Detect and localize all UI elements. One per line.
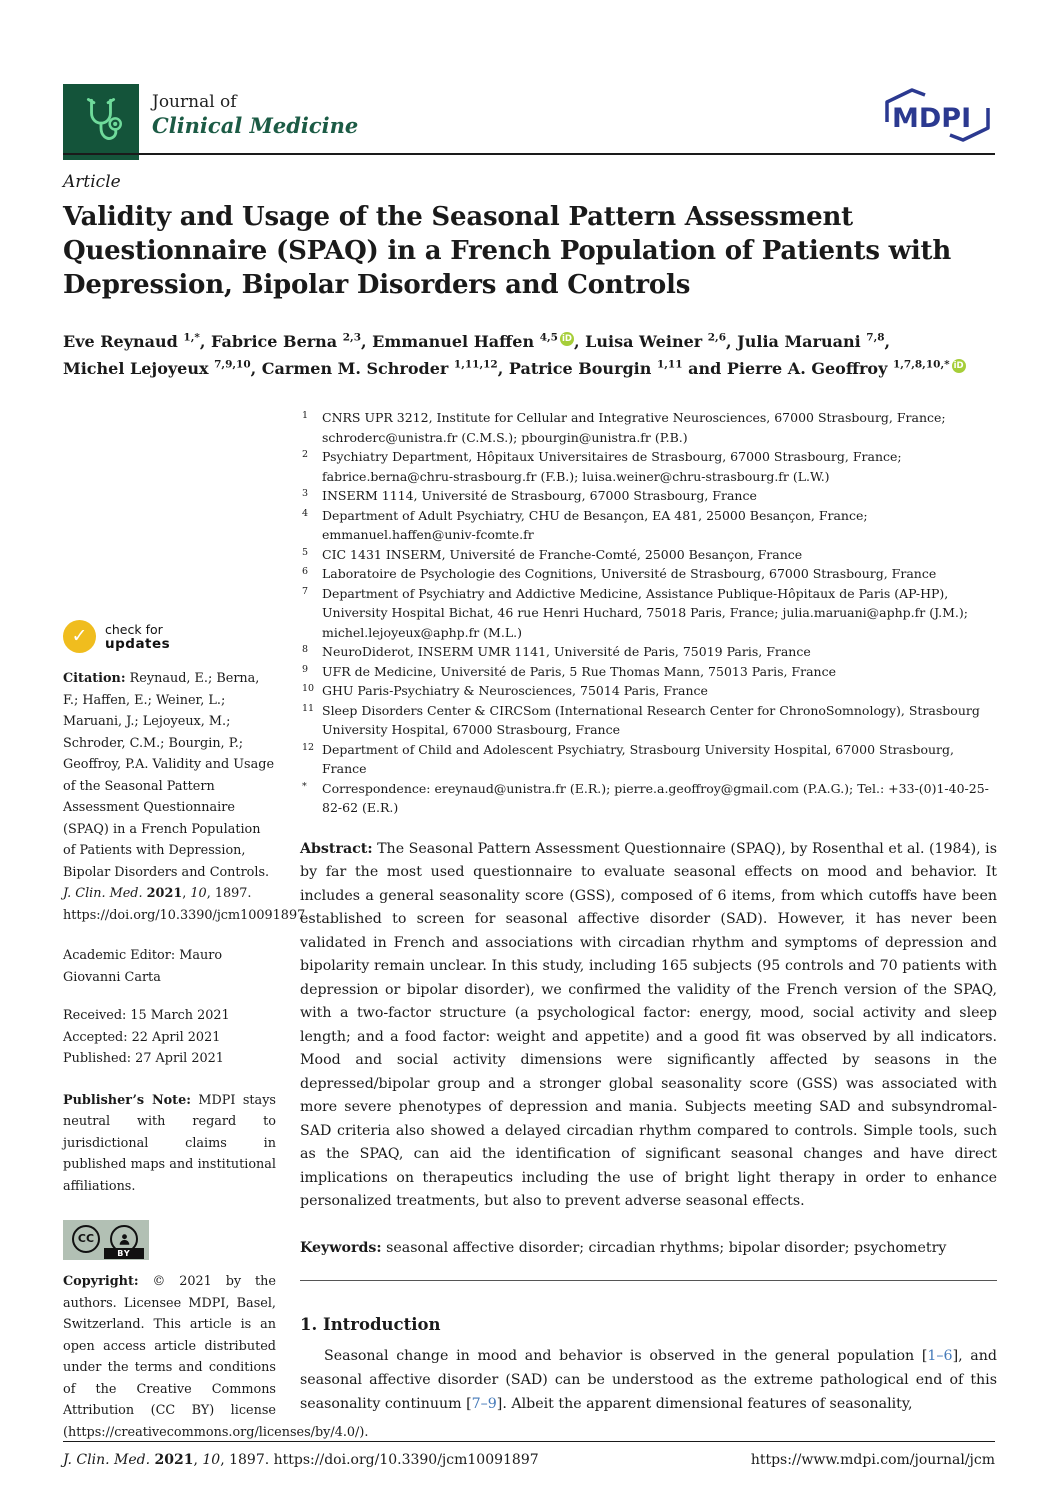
orcid-icon[interactable]: iD [952, 359, 966, 373]
affiliation-item [300, 779, 997, 818]
affiliation-number: 11 [302, 702, 315, 714]
keywords-label: Keywords: [300, 1239, 382, 1256]
affiliation-text: Sleep Disorders Center & CIRCSom (International Research Center for ChronoSomnology), Strasbourg University Hospital, 67000 Strasbourg, France [322, 702, 980, 737]
copyright-label: Copyright: [63, 1274, 139, 1289]
intro-paragraph: Seasonal change in mood and behavior is observed in the general population [1–6], and seasonal affective disorder (SAD) can be understood as the extreme pathological end of this seasonality continuum [7–9]. Albeit the apparent dimensional features of seasonality, [300, 1347, 997, 1412]
cc-by-badge[interactable] [63, 1220, 149, 1260]
citation-text: Reynaud, E.; Berna, F.; Haffen, E.; Weiner, L.; Maruani, J.; Lejoyeux, M.; Schroder, C.M.; Bourgin, P.; Geoffroy, P.A. Validity and Usage of the Seasonal Pattern Assessment Questionnaire (SPAQ) in a French Population of Patients with Depression, Bipolar Disorders and Controls. J. Clin. Med. 2021, 10, 1897. https://doi.org/10.3390/jcm10091897 [63, 671, 306, 923]
affiliation-text: INSERM 1114, Université de Strasbourg, 67000 Strasbourg, France [322, 488, 757, 503]
journal-prefix: Journal of [152, 92, 237, 112]
affiliation-text: CIC 1431 INSERM, Université de Franche-Comté, 25000 Besançon, France [322, 546, 803, 562]
keywords [300, 1240, 997, 1256]
check-updates-badge[interactable] [63, 620, 276, 653]
journal-logo [63, 84, 139, 160]
affiliation-text: Department of Adult Psychiatry, CHU de Besançon, EA 481, 25000 Besançon, France; emmanuel.haffen@univ-fcomte.fr [322, 507, 868, 542]
received-date: Received: 15 March 2021 [63, 1008, 230, 1023]
affiliation-item [300, 486, 997, 506]
superscript: 4,5 [539, 331, 558, 344]
affiliation-text: Department of Psychiatry and Addictive Medicine, Assistance Publique-Hôpitaux de Paris (AP-HP), University Hospital Bichat, 46 rue Henri Huchard, 75018 Paris, France; julia.maruani@aphp.fr (J.M.); michel.lejoyeux@aphp.fr (M.L.) [322, 585, 968, 640]
affiliation-item [300, 584, 997, 643]
superscript: 7,9,10 [214, 358, 251, 371]
header-divider [63, 153, 995, 155]
check-circle-icon: ✓ [63, 620, 96, 653]
superscript: 1,11 [656, 358, 683, 371]
main-column [300, 408, 997, 1416]
orcid-icon[interactable]: iD [560, 332, 574, 346]
affiliation-number: 5 [302, 546, 309, 558]
superscript: 1,11,12 [453, 358, 498, 371]
affiliation-text: Correspondence: ereynaud@unistra.fr (E.R.); pierre.a.geoffroy@gmail.com (P.A.G.); Tel.: +33-(0)1-40-25-82-62 (E.R.) [322, 780, 989, 815]
affiliation-number: 8 [302, 644, 309, 655]
abstract-label: Abstract: [300, 840, 373, 857]
affiliation-item [300, 506, 997, 545]
affiliation-item [300, 740, 997, 779]
affiliation-number: * [302, 780, 307, 792]
superscript: 7,8 [866, 331, 885, 344]
publishers-note-text: MDPI stays neutral with regard to jurisdictional claims in published maps and institutional affiliations. [63, 1092, 276, 1194]
affiliation-text: Department of Child and Adolescent Psychiatry, Strasbourg University Hospital, 67000 Strasbourg, France [322, 741, 954, 776]
affiliation-item [300, 447, 997, 486]
affiliation-item [300, 408, 997, 447]
affiliation-text: Psychiatry Department, Hôpitaux Universitaires de Strasbourg, 67000 Strasbourg, France; fabrice.berna@chru-strasbourg.fr (F.B.); luisa.weiner@chru-strasbourg.fr (L.W.) [322, 449, 902, 484]
superscript: 1,* [183, 331, 200, 344]
journal-name: Clinical Medicine [152, 113, 359, 139]
citation-label: Citation: [63, 671, 126, 686]
affiliation-number: 9 [302, 663, 309, 675]
reference-link[interactable]: 1–6 [927, 1347, 953, 1364]
footer-citation: J. Clin. Med. 2021, 10, 1897. https://doi.org/10.3390/jcm10091897 [63, 1452, 539, 1468]
mdpi-wordmark: MDPI [892, 103, 972, 134]
affiliation-item [300, 701, 997, 740]
affiliation-item [300, 642, 997, 662]
affiliation-text: UFR de Medicine, Université de Paris, 5 Rue Thomas Mann, 75013 Paris, France [322, 663, 836, 679]
affiliation-number: 2 [302, 449, 309, 460]
published-date: Published: 27 April 2021 [63, 1051, 224, 1066]
footer-divider [63, 1441, 995, 1442]
affiliation-number: 4 [302, 507, 309, 519]
affiliation-item [300, 662, 997, 682]
mdpi-logo [878, 86, 996, 148]
abstract-text: The Seasonal Pattern Assessment Questionnaire (SPAQ), by Rosenthal et al. (1984), is by far the most used questionnaire to evaluate seasonal effects on mood and behavior. It includes a general seasonality score (GSS), composed of 6 items, from which cutoffs have been established to screen for seasonal affective disorder (SAD). However, it has never been validated in French and associations with circadian rhythm and symptoms of depression and bipolarity remain unclear. In this study, including 165 subjects (95 controls and 70 patients with depression or bipolar disorder), we confirmed the validity of the French version of the SPAQ, with a two-factor structure (a psychological factor: energy, mood, social activity and sleep length; and a food factor: weight and appetite) and a good fit was observed by all indicators. Mood and social activity dimensions were significantly affected by seasons in the depressed/bipolar group and a stronger global seasonality score (GSS) was associated with more severe phenotypes of depression and mania. Subjects meeting SAD and subsyndromal-SAD criteria also showed a delayed circadian rhythm compared to controls. Simple tools, such as the SPAQ, can aid the identification of significant seasonal changes and have direct implications on therapeutics including the use of bright light therapy in order to enhance personalized treatments, but also to prevent adverse seasonal effects. [300, 840, 997, 1209]
affiliation-item [300, 545, 997, 565]
academic-editor: Academic Editor: Mauro Giovanni Carta [63, 948, 223, 985]
superscript: 1,7,8,10,* [892, 358, 950, 371]
reference-link[interactable]: 7–9 [471, 1395, 497, 1412]
footer-journal-url[interactable]: https://www.mdpi.com/journal/jcm [750, 1452, 995, 1468]
copyright-block [63, 1271, 369, 1443]
affiliation-item [300, 564, 997, 584]
affiliation-text: GHU Paris-Psychiatry & Neurosciences, 75014 Paris, France [322, 683, 708, 698]
affiliation-number: 10 [302, 683, 315, 694]
check-updates-label: check for updates [105, 621, 171, 652]
affiliation-text: NeuroDiderot, INSERM UMR 1141, Université de Paris, 75019 Paris, France [322, 644, 811, 659]
authors-line: Eve Reynaud $^{1,*}$, Fabrice Berna $^{2,3}$, Emmanuel Haffen $^{4,5}$ iD , Luisa Weiner $^{2,6}$, Julia Maruani $^{7,8}$, Michel Lejoyeux $^{7,9,10}$, Carmen M. Schroder $^{1,11,12}$, Patrice Bourgin $^{1,11}$ and Pierre A. Geoffroy $^{1,7,8,10,*}$ iD [63, 328, 1003, 382]
accepted-date: Accepted: 22 April 2021 [63, 1029, 221, 1045]
by-label: BY [104, 1248, 144, 1259]
publishers-note [63, 1090, 276, 1198]
abstract [300, 838, 997, 1214]
affiliation-number: 3 [302, 488, 309, 499]
keywords-text: seasonal affective disorder; circadian rhythms; bipolar disorder; psychometry [386, 1239, 947, 1256]
citation-block [63, 668, 306, 926]
affiliation-text: CNRS UPR 3212, Institute for Cellular and Integrative Neurosciences, 67000 Strasbourg, France; schroderc@unistra.fr (C.M.S.); pbourgin@unistra.fr (P.B.) [322, 410, 946, 445]
affiliation-number: 6 [302, 566, 309, 577]
section-divider [300, 1280, 997, 1281]
history-dates [63, 1005, 276, 1070]
affiliation-number: 1 [302, 410, 309, 421]
affiliations-list [300, 408, 997, 818]
affiliation-number: 7 [302, 585, 309, 597]
affiliation-number: 12 [302, 741, 315, 753]
affiliation-item [300, 681, 997, 701]
superscript: 2,6 [707, 331, 727, 344]
superscript: 2,3 [342, 331, 362, 344]
article-type-label: Article [63, 172, 121, 192]
page-title: Validity and Usage of the Seasonal Pattern Assessment Questionnaire (SPAQ) in a French Population of Patients with Depression, Bipolar Disorders and Controls [63, 202, 952, 300]
publishers-note-label: Publisher’s Note: [63, 1092, 191, 1108]
affiliation-text: Laboratoire de Psychologie des Cognitions, Université de Strasbourg, 67000 Strasbourg, France [322, 566, 937, 581]
journal-title-block [152, 92, 358, 140]
intro-heading: 1. Introduction [300, 1314, 441, 1334]
cc-icon: CC [72, 1225, 100, 1253]
copyright-text: © 2021 by the authors. Licensee MDPI, Basel, Switzerland. This article is an open access article distributed under the terms and conditions of the Creative Commons Attribution (CC BY) license (https://creativecommons.org/licenses/by/4.0/). [63, 1274, 369, 1440]
stethoscope-icon [71, 90, 131, 154]
